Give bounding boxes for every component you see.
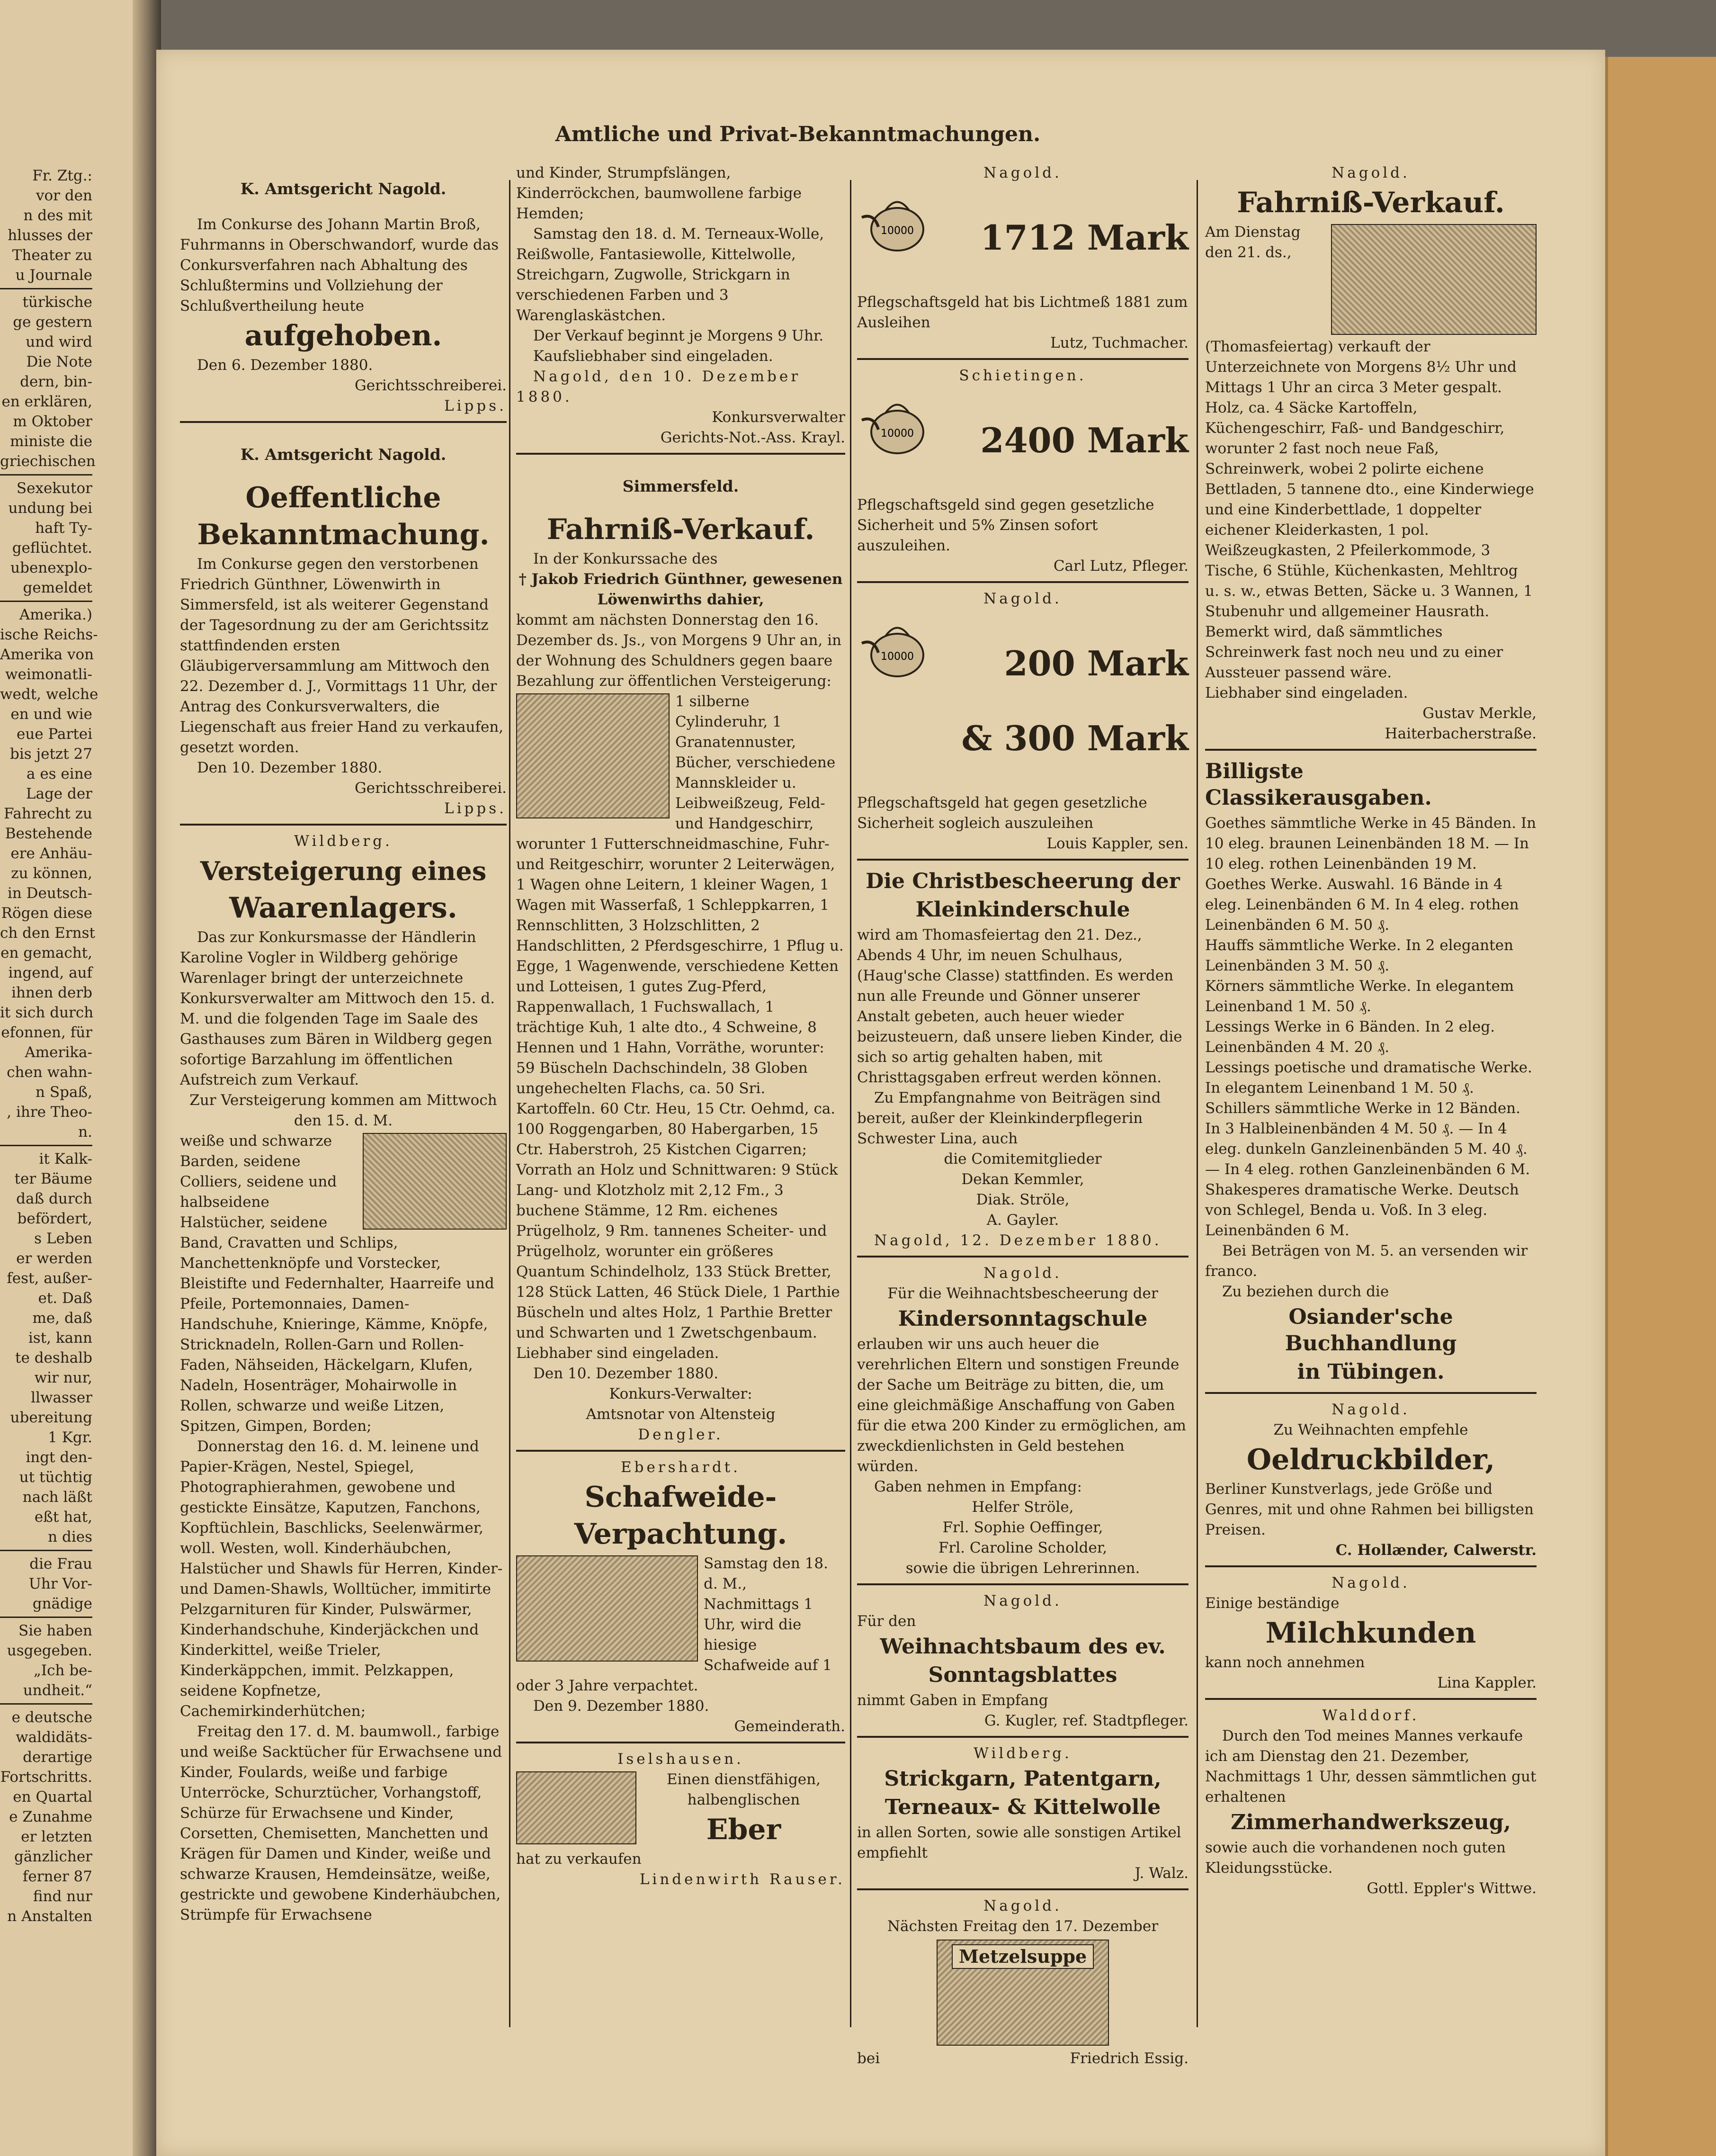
notice-amount: 1712 Mark	[980, 217, 1189, 258]
notice-place: Nagold.	[1332, 1401, 1410, 1418]
previous-page-line: Amerika.)	[19, 606, 92, 623]
notice-name: Frl. Sophie Oeffinger,	[942, 1519, 1103, 1536]
notice-text: sowie auch die vorhandenen noch guten Kleidungsstücke.	[1205, 1839, 1506, 1877]
previous-page-line: wedt, welche	[0, 686, 98, 703]
notice-name: Dekan Kemmler,	[961, 1171, 1084, 1188]
notice-amount: & 300 Mark	[961, 718, 1189, 758]
notice-signature: Lindenwirth Rauser.	[639, 1871, 845, 1888]
previous-page-line: gnädige	[32, 1595, 92, 1612]
notice-signature: Gottl. Eppler's Wittwe.	[1367, 1880, 1537, 1897]
notice-headline: Schafweide-	[584, 1481, 777, 1514]
notice-name: sowie die übrigen Lehrerinnen.	[905, 1560, 1140, 1577]
notice-text: Samstag den 18. d. M., Nachmittags 1 Uhr, wird die hiesige Schafweide auf 1 oder 3 Jahre verpachtet.	[516, 1555, 832, 1694]
previous-page-line: derartige	[23, 1749, 92, 1766]
notice-eber	[516, 1747, 845, 1895]
previous-page-line: Fahrecht zu	[4, 805, 92, 822]
notice-text: hat zu verkaufen	[516, 1851, 642, 1868]
metzelsuppe-banner: Metzelsuppe	[952, 1944, 1094, 1969]
previous-page-line: Fr. Ztg.:	[32, 167, 92, 184]
notice-text: kann noch annehmen	[1205, 1654, 1365, 1671]
column-2	[516, 161, 845, 1898]
notice-headline: in Tübingen.	[1297, 1360, 1445, 1384]
notice-headline: Zimmerhandwerkszeug,	[1231, 1810, 1511, 1834]
notice-place: Simmersfeld.	[622, 477, 739, 495]
book-offer: Shakesperes dramatische Werke. Deutsch von Schlegel, Benda u. Voß. In 3 eleg. Leinenbänden 6 M.	[1205, 1181, 1519, 1239]
notice-200-300-mark	[857, 587, 1189, 861]
notice-headline: Fahrniß-Verkauf.	[1237, 186, 1505, 219]
notice-headline: Milchkunden	[1265, 1617, 1476, 1650]
previous-page-line: gemeldet	[23, 579, 92, 596]
previous-page-line: ihnen derb	[11, 984, 92, 1001]
notice-headline: Weihnachtsbaum des ev.	[880, 1635, 1166, 1659]
notice-headline: Billigste Classikerausgaben.	[1205, 759, 1432, 810]
notice-text: Gaben nehmen in Empfang:	[874, 1478, 1082, 1495]
previous-page-line: Rögen diese	[1, 905, 92, 922]
previous-page-line: eue Partei	[17, 726, 92, 743]
previous-page-line: zu können,	[11, 865, 92, 882]
previous-page-line: a es eine	[26, 765, 92, 782]
money-bag-label: 10000	[881, 651, 914, 663]
previous-page-line: Amerika-	[25, 1044, 92, 1061]
notice-date: Den 10. Dezember 1880.	[533, 1365, 719, 1382]
previous-page-line: efonnen, für	[1, 1024, 92, 1041]
previous-page-line: undheit.“	[23, 1682, 92, 1699]
notice-text: Berliner Kunstverlags, jede Größe und Genres, mit und ohne Rahmen bei billigsten Preisen.	[1205, 1481, 1534, 1538]
notice-headline: Fahrniß-Verkauf.	[546, 513, 815, 546]
previous-page-line: ingt den-	[26, 1449, 92, 1466]
notice-headline: Die Christbescheerung der	[866, 869, 1180, 893]
notice-role: Konkursverwalter	[712, 409, 845, 426]
previous-page-edge	[0, 0, 142, 2156]
previous-page-line: te deshalb	[15, 1349, 92, 1366]
previous-page-line: en und wie	[10, 706, 92, 723]
previous-page-line: me, daß	[32, 1310, 92, 1327]
notice-headline: Terneaux- & Kittelwolle	[885, 1795, 1161, 1819]
previous-page-line	[0, 288, 92, 289]
notice-name: Helfer Ströle,	[972, 1499, 1074, 1516]
previous-page-line: geflüchtet.	[12, 539, 92, 557]
previous-page-line: Theater zu	[12, 247, 92, 264]
notice-schafweide	[516, 1455, 845, 1743]
previous-page-line: haft Ty-	[35, 520, 92, 537]
previous-page-line: ist, kann	[28, 1330, 92, 1347]
previous-page-line: it Kalk-	[39, 1150, 92, 1168]
notice-headline: Waarenlagers.	[229, 891, 457, 925]
notice-list: Samstag den 18. d. M. Terneaux-Wolle, Reißwolle, Fantasiewolle, Kittelwolle, Streichgarn, Zugwolle, Strickgarn in verschiedenen Farben und 3 Warenglaskästchen.	[516, 225, 824, 324]
column-3	[857, 161, 1189, 2077]
previous-page-line: griechischen	[0, 453, 96, 470]
previous-page-line: ter Bäume	[14, 1170, 92, 1187]
previous-page-line: s Leben	[34, 1230, 92, 1247]
column-4	[1205, 161, 1537, 1907]
notice-text: Zu beziehen durch die	[1222, 1283, 1389, 1300]
notice-signature: Louis Kappler, sen.	[1046, 835, 1189, 852]
notice-headline: Osiander'sche Buchhandlung	[1285, 1305, 1457, 1356]
previous-page-line: m Oktober	[13, 413, 92, 430]
notice-place: Iselshausen.	[617, 1751, 744, 1768]
notice-amtsgericht-1	[180, 161, 507, 423]
previous-page-line: it sich durch	[0, 1004, 94, 1021]
notice-signature: J. Walz.	[1135, 1865, 1189, 1882]
notice-text: erlauben wir uns auch heuer die verehrlichen Eltern und sonstigen Freunde der Sache um Beiträge zu bitten, die, um eine gleichmäßige Anschaffung von Gaben für die etwa 200 Kinder zu ermöglichen, am zweckdienlichsten in Geld bestehen würden.	[857, 1336, 1186, 1475]
notice-headline: Bekanntmachung.	[197, 518, 490, 551]
notice-place: Schietingen.	[959, 367, 1087, 384]
notice-text: Nächsten Freitag den 17. Dezember	[887, 1918, 1159, 1935]
previous-page-line: er werden	[16, 1250, 92, 1267]
notice-weihnachtsbaum	[857, 1589, 1189, 1738]
previous-page-line: vor den	[36, 187, 92, 204]
previous-page-line: fest, außer-	[7, 1270, 92, 1287]
previous-page-line: n dies	[48, 1528, 92, 1545]
notice-signature: Lipps.	[444, 800, 507, 817]
previous-page-line: n des mit	[23, 207, 92, 224]
section-header: Amtliche und Privat-Bekanntmachungen.	[555, 122, 1041, 146]
notice-text: Kaufsliebhaber sind eingeladen.	[533, 348, 773, 365]
notice-name: † Jakob Friedrich Günthner, gewesenen Löwenwirths dahier,	[518, 571, 843, 608]
notice-text: Pflegschaftsgeld hat gegen gesetzliche Sicherheit sogleich auszuleihen	[857, 794, 1147, 832]
notice-office: Gerichtsschreiberei.	[355, 377, 507, 394]
notice-text: Für den	[857, 1613, 916, 1630]
notice-date: Den 6. Dezember 1880.	[197, 357, 373, 374]
notice-text: Der Verkauf beginnt je Morgens 9 Uhr.	[533, 327, 824, 344]
previous-page-line: daß durch	[16, 1190, 92, 1207]
notice-fahrniss-simmersfeld	[516, 458, 845, 1452]
book-offer: Schillers sämmtliche Werke in 12 Bänden. In 3 Halbleinenbänden 4 M. 50 ₰. — In 4 eleg. dunkeln Ganzleinenbänden 5 M. 40 ₰. — In 4 eleg. rothen Ganzleinenbänden 6 M.	[1205, 1100, 1530, 1178]
notice-christbescheerung	[857, 864, 1189, 1258]
notice-list: 1 silberne Cylinderuhr, 1 Granatennuster, Bücher, verschiedene Mannskleider u. Leibweißzeug, Feld- und Handgeschirr, worunter 1 Futterschneidmaschine, Fuhr- und Reitgeschirr, worunter 2 Leiterwägen, 1 Wagen ohne Leitern, 1 kleiner Wagen, 1 Wagen mit Wasserfaß, 1 Schleppkarren, 1 Rennschlitten, 3 Holzschlitten, 2 Handschlitten, 2 Pferdsgeschirre, 1 Pflug u. Egge, 1 Wagenwende, verschiedene Ketten und Lotteisen, 1 gutes Zug-Pferd, Rappenwallach, 1 Fuchswallach, 1 trächtige Kuh, 1 alte dto., 4 Schweine, 8 Hennen und 1 Hahn, Vorräthe, worunter: 59 Büscheln Dachschindeln, 38 Globen ungehechelten Flachs, ca. 50 Sri. Kartoffeln. 60 Ctr. Heu, 15 Ctr. Oehmd, ca. 100 Roggengarben, 80 Habergarben, 15 Ctr. Haberstroh, 25 Kistchen Cigarren; Vorrath an Holz und Schnittwaren: 9 Stück Lang- und Klotzholz mit 2,12 Fm., 3 buchene Stämme, 12 Rm. eichenes Prügelholz, 9 Rm. tannenes Scheiter- und Prügelholz, worunter ein größeres Quantum Schindelholz, 133 Stück Bretter, 128 Stück Latten, 46 Stück Diele, 1 Parthie Büscheln und altes Holz, 1 Parthie Bretter und Schwarten und 1 Zwetschgenbaum.	[516, 693, 844, 1341]
previous-page-line: ferner 87	[22, 1868, 92, 1885]
previous-page-line: ch den Ernst	[0, 925, 95, 942]
notice-names-intro: die Comitemitglieder	[944, 1150, 1102, 1168]
household-goods-illustration	[516, 693, 670, 818]
previous-page-line: , ihre Theo-	[7, 1104, 92, 1121]
notice-signature: Dengler.	[638, 1426, 724, 1443]
previous-page-line: Uhr Vor-	[28, 1575, 92, 1592]
notice-signature: Gerichts-Not.-Ass. Krayl.	[660, 429, 845, 446]
notice-name: Frl. Caroline Scholder,	[938, 1539, 1108, 1556]
column-1	[180, 161, 507, 1934]
previous-page-line: ingend, auf	[8, 964, 92, 981]
previous-page-line: undung bei	[8, 500, 92, 517]
notice-text: Durch den Tod meines Mannes verkaufe ich am Dienstag den 21. Dezember, Nachmittags 1 Uhr, dessen sämmtlichen gut erhaltenen	[1205, 1727, 1537, 1806]
notice-footer	[857, 2048, 1189, 2069]
notice-headline: Sonntagsblattes	[928, 1663, 1117, 1687]
previous-page-line: ge gestern	[13, 314, 92, 331]
previous-page-line: u Journale	[15, 267, 92, 284]
notice-text: wird am Thomasfeiertag den 21. Dez., Abends 4 Uhr, im neuen Schulhaus, (Haug'sche Classe) stattfinden. Es werden nun alle Freunde und Gönner unserer Anstalt gebeten, auch heuer wieder beizusteuern, daß unsere lieben Kinder, die sich so artig gehalten haben, mit Christtagsgaben erfreut werden können.	[857, 926, 1182, 1086]
notice-waarenlager-continued	[516, 161, 845, 455]
previous-page-line: die Frau	[29, 1555, 92, 1572]
notice-list: Freitag den 17. d. M. baumwoll., farbige und weiße Sacktücher für Erwachsene und Kinder, Foulards, weiße und farbige Unterröcke, Schurztücher, Vorhangstoff, Schürze für Erwachsene und Kinder, Corsetten, Chemisetten, Manchetten und Krägen für Damen und Kinder, weiße und schwarze Krausen, Hemdeinsätze, weiße, gestrickte und gewobene Kinderhäubchen, Strümpfe für Erwachsene	[180, 1723, 502, 1923]
money-bag-icon	[857, 184, 928, 255]
previous-page-line: bis jetzt 27	[9, 746, 92, 763]
previous-page-line	[0, 1550, 92, 1551]
previous-page-line: befördert,	[17, 1210, 92, 1227]
notice-headline: Kindersonntagschule	[898, 1307, 1148, 1331]
book-offer: Lessings poetische und dramatische Werke. In elegantem Leinenband 1 M. 50 ₰.	[1205, 1059, 1532, 1096]
previous-page-line: n Anstalten	[7, 1908, 92, 1925]
notice-fahrniss-nagold	[1205, 161, 1537, 751]
notice-list: Donnerstag den 16. d. M. leinene und Papier-Krägen, Nestel, Spiegel, Photographierahmen, gewobene und gestickte Einsätze, Kaputzen, Fanchons, Kopftüchlein, Baschlicks, Seelenwärmer, woll. Westen, woll. Kinderhäubchen, Halstücher und Shawls für Herren, Kinder- und Damen-Shawls, Wolltücher, immitirte Pelzgarnituren für Kinder, Pulswärmer, Kinderhandschuhe, Kinderjäckchen und Kinderkittel, weiße Trieler, Kinderkäppchen, immit. Pelzkappen, seidene Kopfnetze, Cachemirkinderhütchen;	[180, 1438, 503, 1720]
column-rule	[1197, 180, 1198, 2027]
previous-page-line: en Quartal	[13, 1788, 92, 1806]
notice-text: Einen dienstfähigen, halbenglischen	[667, 1771, 821, 1808]
notice-text: Einige beständige	[1205, 1595, 1340, 1612]
notice-kindersonntagschule	[857, 1261, 1189, 1585]
notice-place: Walddorf.	[1322, 1707, 1420, 1724]
previous-page-line: llwasser	[31, 1389, 92, 1406]
notice-date: Den 10. Dezember 1880.	[197, 759, 383, 776]
moving-wagon-illustration	[1331, 224, 1537, 335]
notice-2400-mark	[857, 364, 1189, 583]
notice-text: in allen Sorten, sowie alle sonstigen Artikel empfiehlt	[857, 1824, 1181, 1861]
tavern-illustration	[937, 1940, 1109, 2046]
notice-headline: Verpachtung.	[574, 1518, 787, 1551]
previous-page-line: wir nur,	[34, 1369, 92, 1386]
notice-subheading: Zur Versteigerung kommen am Mittwoch den 15. d. M.	[189, 1092, 497, 1129]
notice-headline: Versteigerung eines	[200, 856, 487, 886]
notice-place: Ebershardt.	[621, 1459, 741, 1476]
book-offer: Lessings Werke in 6 Bänden. In 2 eleg. Leinenbänden 4 M. 20 ₰.	[1205, 1018, 1495, 1056]
notice-signature: Lutz, Tuchmacher.	[1050, 334, 1189, 351]
notice-text: Für die Weihnachtsbescheerung der	[887, 1285, 1158, 1302]
notice-amount: 2400 Mark	[980, 420, 1189, 460]
notice-headline: Oeldruckbilder,	[1246, 1443, 1495, 1476]
previous-page-line: dern, bin-	[20, 373, 92, 390]
previous-page-line: türkische	[22, 294, 92, 311]
notice-role: Amtsnotar von Altensteig	[586, 1406, 776, 1423]
notice-milchkunden	[1205, 1571, 1537, 1700]
notice-headline: Oeffentliche	[245, 481, 441, 514]
notice-date: Nagold, 12. Dezember 1880.	[874, 1232, 1162, 1249]
previous-page-line: er letzten	[21, 1828, 92, 1845]
previous-page-line: et. Daß	[38, 1290, 92, 1307]
notice-headline: Eber	[706, 1813, 781, 1846]
previous-page-line	[0, 601, 92, 602]
previous-page-line: Bestehende	[5, 825, 92, 842]
notice-date: Den 9. Dezember 1880.	[533, 1698, 709, 1715]
notice-name: A. Gayler.	[986, 1212, 1059, 1229]
notice-classikerausgaben	[1205, 755, 1537, 1394]
notice-headline: aufgehoben.	[244, 319, 442, 352]
notice-signature: Lina Kappler.	[1437, 1674, 1537, 1691]
previous-page-line	[0, 1617, 92, 1618]
previous-page-line: Sexekutor	[16, 480, 92, 497]
notice-text: Am Dienstag den 21. ds., (Thomasfeiertag) verkauft der	[1205, 224, 1430, 355]
notice-1712-mark	[857, 161, 1189, 360]
previous-page-line: ubenexplo-	[10, 559, 92, 576]
column-rule	[850, 180, 851, 2027]
notice-text: Zu Weihnachten empfehle	[1273, 1421, 1468, 1438]
previous-page-line: n.	[78, 1123, 92, 1141]
previous-page-line	[0, 1145, 92, 1146]
money-bag-label: 10000	[881, 225, 914, 237]
notice-text: Pflegschaftsgeld sind gegen gesetzliche Sicherheit und 5% Zinsen sofort auszuleihen.	[857, 496, 1154, 554]
notice-place: Wildberg.	[294, 833, 393, 850]
book-offer: Goethes Werke. Auswahl. 16 Bände in 4 eleg. Leinenbänden 6 M. In 4 eleg. rothen Leinenbänden 6 M. 50 ₰.	[1205, 876, 1519, 934]
previous-page-line: und wird	[26, 333, 92, 350]
previous-page-line: e Zunahme	[9, 1808, 92, 1825]
previous-page-line: en gemacht,	[0, 944, 92, 961]
notice-text: Bei Beträgen von M. 5. an versenden wir franco.	[1205, 1242, 1528, 1280]
notice-zimmerhandwerkszeug	[1205, 1704, 1537, 1904]
notice-signature: Gemeinderath.	[734, 1718, 845, 1735]
previous-page-line: ubereitung	[10, 1409, 92, 1426]
previous-page-line: nach läßt	[22, 1489, 92, 1506]
notice-place: Nagold.	[983, 1592, 1062, 1609]
notice-issuer: K. Amtsgericht Nagold.	[240, 445, 447, 464]
previous-page-line: n Spaß,	[36, 1084, 92, 1101]
notice-text: nimmt Gaben in Empfang	[857, 1692, 1048, 1709]
previous-page-line: in Deutsch-	[7, 885, 92, 902]
notice-signature: Gustav Merkle,	[1422, 705, 1537, 722]
notice-name: Diak. Ströle,	[976, 1191, 1070, 1208]
money-bag-icon	[857, 610, 928, 681]
notice-oeldruckbilder	[1205, 1398, 1537, 1567]
notice-place: Nagold.	[983, 590, 1062, 607]
notice-waarenlager	[180, 829, 507, 1930]
book-cover-edge	[1605, 57, 1716, 2156]
previous-page-line: waldidäts-	[16, 1729, 92, 1746]
notice-text: kommt am nächsten Donnerstag den 16. Dezember ds. Js., von Morgens 9 Uhr an, in der Wohnung des Schuldners gegen baare Bezahlung zur öffentlichen Versteigerung:	[516, 611, 842, 690]
notice-headline: Strickgarn, Patentgarn,	[884, 1767, 1162, 1791]
notice-headline: Kleinkinderschule	[915, 898, 1130, 922]
notice-signature: G. Kugler, ref. Stadtpfleger.	[984, 1712, 1189, 1729]
previous-page-line: e deutsche	[11, 1709, 92, 1726]
column-rule	[509, 180, 510, 2027]
previous-page-text	[0, 166, 98, 1926]
notice-amtsgericht-2	[180, 427, 507, 826]
boar-illustration	[516, 1771, 636, 1844]
notice-signature: Friedrich Essig.	[1070, 2050, 1189, 2067]
previous-page-line: Amerika von	[0, 646, 94, 663]
notice-text: bei	[857, 2050, 880, 2067]
notice-date: Nagold, den 10. Dezember 1880.	[516, 368, 801, 405]
notice-strickgarn	[857, 1742, 1189, 1890]
notice-place: Nagold.	[1332, 164, 1410, 181]
notice-place: Nagold.	[983, 1897, 1062, 1914]
previous-page-line: 1 Kgr.	[48, 1429, 92, 1446]
book-offer: Hauffs sämmtliche Werke. In 2 eleganten Leinenbänden 3 M. 50 ₰.	[1205, 937, 1513, 974]
notice-text: Zu Empfangnahme von Beiträgen sind bereit, außer der Kleinkinderpflegerin Schwester Lina, auch	[857, 1089, 1161, 1147]
previous-page-line: gänzlicher	[14, 1848, 92, 1865]
previous-page-line: „Ich be-	[33, 1662, 92, 1679]
notice-role: Konkurs-Verwalter:	[609, 1385, 752, 1402]
notice-place: Nagold.	[983, 164, 1062, 181]
previous-page-line	[0, 1703, 92, 1705]
notice-place: Wildberg.	[974, 1745, 1072, 1762]
previous-page-line: ut tüchtig	[19, 1469, 92, 1486]
notice-text: Pflegschaftsgeld hat bis Lichtmeß 1881 zum Ausleihen	[857, 294, 1188, 331]
jewelry-illustration	[363, 1133, 507, 1230]
money-bag-icon	[857, 387, 928, 458]
notice-list: und Kinder, Strumpfslängen, Kinderröckchen, baumwollene farbige Hemden;	[516, 164, 802, 222]
money-bag-label: 10000	[881, 428, 914, 440]
previous-page-line: en erklären,	[1, 393, 92, 410]
notice-metzelsuppe	[857, 1894, 1189, 2074]
previous-page-line: Lage der	[26, 785, 92, 802]
notice-amount: 200 Mark	[1004, 643, 1189, 683]
notice-place: Nagold.	[1332, 1574, 1410, 1591]
previous-page-line: eßt hat,	[34, 1509, 92, 1526]
notice-list: weiße und schwarze Barden, seidene Colliers, seidene und halbseidene Halstücher, seidene Band, Cravatten und Schlips, Manchettenknöpfe und Vorstecker, Bleistifte und Federnhalter, Haarreife und Pfeile, Portemonnaies, Damen-Handschuhe, Knieringe, Kämme, Knöpfe, Stricknadeln, Rollen-Garn und Rollen-Faden, Nähseiden, Häckelgarn, Klufen, Nadeln, Hosenträger, Mohairwolle in Rollen, schwarze und weiße Litzen, Spitzen, Gimpen, Borden;	[180, 1132, 494, 1435]
previous-page-line: ische Reichs-	[0, 626, 98, 643]
notice-text: Liebhaber sind eingeladen.	[1205, 684, 1408, 701]
previous-page-line: weimonatli-	[5, 666, 92, 683]
notice-office: Gerichtsschreiberei.	[355, 780, 507, 797]
notice-text: Liebhaber sind eingeladen.	[516, 1345, 719, 1362]
notice-issuer: K. Amtsgericht Nagold.	[240, 180, 447, 198]
previous-page-line: Fortschritts.	[0, 1769, 92, 1786]
notice-place: Nagold.	[983, 1265, 1062, 1282]
notice-text: Unterzeichnete von Morgens 8½ Uhr und Mittags 1 Uhr an circa 3 Meter gespalt. Holz, ca. 4 Säcke Kartoffeln, Küchengeschirr, Faß- und Bandgeschirr, worunter 2 fast noch neue Faß, Schreinwerk, wobei 2 polirte eichene Bettladen, 5 tannene dto., eine Kinderwiege und eine Kinderbettlade, 1 doppelter eichener Kleiderkasten, 1 pol. Weißzeugkasten, 2 Pfeilerkommode, 3 Tische, 6 Stühle, Küchenkasten, Mehltrog u. s. w., etwas Betten, Säcke u. 3 Wannen, 1 Stubenuhr und allgemeiner Hausrath. Bemerkt wird, daß sämmtliches Schreinwerk fast noch neu und zu einer Aussteuer passend wäre.	[1205, 359, 1534, 681]
previous-page-line	[0, 474, 92, 476]
previous-page-line: find nur	[33, 1888, 92, 1905]
notice-text: Im Conkurse gegen den verstorbenen Friedrich Günthner, Löwenwirth in Simmersfeld, ist als weiterer Gegenstand der Tagesordnung zu der am Gerichtssitz stattfindenden ersten Gläubigerversammlung am Mittwoch den 22. Dezember d. J., Vormittags 11 Uhr, der Antrag des Conkursverwalters, die Liegenschaft aus freier Hand zu verkaufen, gesetzt worden.	[180, 556, 504, 756]
shepherd-illustration	[516, 1555, 698, 1662]
notice-text: Das zur Konkursmasse der Händlerin Karoline Vogler in Wildberg gehörige Warenlager bringt der unterzeichnete Konkursverwalter am Mittwoch den 15. d. M. und die folgenden Tage im Saale des Gasthauses zum Bären in Wildberg gegen sofortige Barzahlung im öffentlichen Aufstreich zum Verkauf.	[180, 929, 495, 1088]
previous-page-line: Sie haben	[18, 1622, 92, 1639]
notice-signature: Lipps.	[444, 397, 507, 414]
book-offer: Goethes sämmtliche Werke in 45 Bänden. In 10 eleg. braunen Leinenbänden 18 M. — In 10 eleg. rothen Leinenbänden 19 M.	[1205, 815, 1537, 872]
notice-text: Im Conkurse des Johann Martin Broß, Fuhrmanns in Oberschwandorf, wurde das Conkursverfahren nach Abhaltung des Schlußtermins und Vollziehung der Schlußvertheilung heute	[180, 216, 499, 314]
previous-page-line: Die Note	[26, 353, 92, 370]
book-offer: Körners sämmtliche Werke. In elegantem Leinenband 1 M. 50 ₰.	[1205, 978, 1514, 1015]
previous-page-line: ministe die	[10, 433, 92, 450]
previous-page-line: hlusses der	[8, 227, 92, 244]
previous-page-line: chen wahn-	[7, 1064, 92, 1081]
previous-page-line: usgegeben.	[7, 1642, 92, 1659]
notice-signature: Carl Lutz, Pfleger.	[1053, 557, 1189, 575]
notice-text: In der Konkurssache des	[533, 550, 718, 567]
notice-signature: Haiterbacherstraße.	[1385, 725, 1537, 742]
notice-signature: C. Hollænder, Calwerstr.	[1335, 1542, 1537, 1559]
previous-page-line: ere Anhäu-	[10, 845, 92, 862]
